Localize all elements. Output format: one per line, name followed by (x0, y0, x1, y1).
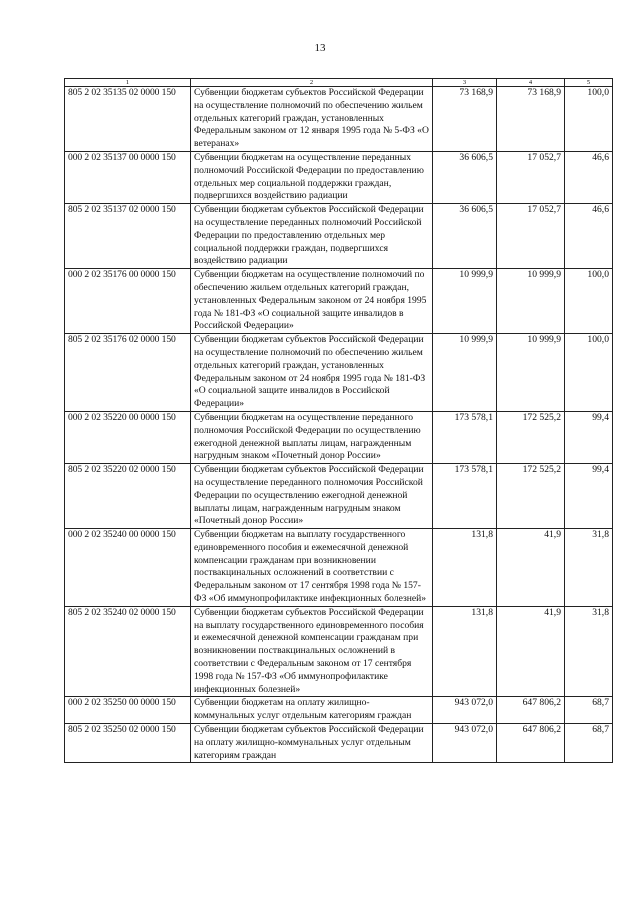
budget-code-cell: 805 2 02 35220 02 0000 150 (65, 464, 191, 529)
planned-amount-cell: 36 606,5 (433, 204, 497, 269)
planned-amount-cell: 131,8 (433, 529, 497, 607)
planned-amount-cell: 131,8 (433, 606, 497, 697)
description-cell: Субвенции бюджетам на осуществление переданного полномочия Российской Федерации по осуществлению ежегодной денежной выплаты лицам, награжденным нагрудным знаком «Почетный донор России» (191, 411, 433, 463)
header-cell: 3 (433, 79, 497, 87)
table-row (65, 204, 613, 269)
budget-code-cell: 805 2 02 35176 02 0000 150 (65, 334, 191, 412)
percent-cell: 100,0 (565, 269, 613, 334)
executed-amount-cell: 10 999,9 (497, 269, 565, 334)
planned-amount-cell: 173 578,1 (433, 411, 497, 463)
table-row (65, 334, 613, 412)
budget-code-cell: 805 2 02 35137 02 0000 150 (65, 204, 191, 269)
executed-amount-cell: 17 052,7 (497, 151, 565, 203)
percent-cell: 100,0 (565, 334, 613, 412)
description-cell: Субвенции бюджетам на осуществление переданных полномочий Российской Федерации по предоставлению отдельных мер социальной поддержки граждан, подвергшихся воздействию радиации (191, 151, 433, 203)
table-row (65, 464, 613, 529)
table-row (65, 411, 613, 463)
description-cell: Субвенции бюджетам субъектов Российской Федерации на осуществление переданных полномочий Российской Федерации по предоставлению отдельных мер социальной поддержки граждан, подвергшихся воздействию радиации (191, 204, 433, 269)
percent-cell: 68,7 (565, 697, 613, 724)
budget-code-cell: 000 2 02 35220 00 0000 150 (65, 411, 191, 463)
description-cell: Субвенции бюджетам субъектов Российской Федерации на оплату жилищно-коммунальных услуг отдельным категориям граждан (191, 724, 433, 763)
table-body (65, 79, 613, 763)
planned-amount-cell: 943 072,0 (433, 724, 497, 763)
header-cell: 1 (65, 79, 191, 87)
executed-amount-cell: 172 525,2 (497, 464, 565, 529)
executed-amount-cell: 10 999,9 (497, 334, 565, 412)
description-cell: Субвенции бюджетам субъектов Российской Федерации на осуществление переданного полномочия Российской Федерации по осуществлению ежегодной денежной выплаты лицам, награжденным нагрудным знаком «Почетный донор России» (191, 464, 433, 529)
executed-amount-cell: 647 806,2 (497, 724, 565, 763)
budget-code-cell: 000 2 02 35137 00 0000 150 (65, 151, 191, 203)
header-cell: 5 (565, 79, 613, 87)
table-row (65, 529, 613, 607)
header-row (65, 79, 613, 87)
description-cell: Субвенции бюджетам на оплату жилищно-коммунальных услуг отдельным категориям граждан (191, 697, 433, 724)
description-cell: Субвенции бюджетам субъектов Российской Федерации на осуществление полномочий по обеспечению жильем отдельных категорий граждан, установленных Федеральным законом от 24 ноября 1995 года № 181-ФЗ «О социальной защите инвалидов в Российской Федерации» (191, 334, 433, 412)
percent-cell: 99,4 (565, 464, 613, 529)
percent-cell: 68,7 (565, 724, 613, 763)
description-cell: Субвенции бюджетам субъектов Российской Федерации на выплату государственного единовременного пособия и ежемесячной денежной компенсации гражданам при возникновении поствакцинальных осложнений в соответствии с Федеральным законом от 17 сентября 1998 года № 157-ФЗ «Об иммунопрофилактике инфекционных болезней» (191, 606, 433, 697)
executed-amount-cell: 17 052,7 (497, 204, 565, 269)
executed-amount-cell: 73 168,9 (497, 87, 565, 152)
planned-amount-cell: 943 072,0 (433, 697, 497, 724)
percent-cell: 46,6 (565, 204, 613, 269)
percent-cell: 31,8 (565, 529, 613, 607)
budget-code-cell: 000 2 02 35240 00 0000 150 (65, 529, 191, 607)
percent-cell: 46,6 (565, 151, 613, 203)
table-row (65, 697, 613, 724)
description-cell: Субвенции бюджетам на выплату государственного единовременного пособия и ежемесячной денежной компенсации гражданам при возникновении поствакцинальных осложнений в соответствии с Федеральным законом от 17 сентября 1998 года № 157-ФЗ «Об иммунопрофилактике инфекционных болезней» (191, 529, 433, 607)
table-row (65, 269, 613, 334)
header-cell: 2 (191, 79, 433, 87)
table-row (65, 87, 613, 152)
planned-amount-cell: 73 168,9 (433, 87, 497, 152)
table-row (65, 724, 613, 763)
planned-amount-cell: 36 606,5 (433, 151, 497, 203)
planned-amount-cell: 173 578,1 (433, 464, 497, 529)
executed-amount-cell: 41,9 (497, 606, 565, 697)
budget-code-cell: 805 2 02 35240 02 0000 150 (65, 606, 191, 697)
description-cell: Субвенции бюджетам субъектов Российской Федерации на осуществление полномочий по обеспечению жильем отдельных категорий граждан, установленных Федеральным законом от 12 января 1995 года № 5-ФЗ «О ветеранах» (191, 87, 433, 152)
executed-amount-cell: 172 525,2 (497, 411, 565, 463)
percent-cell: 100,0 (565, 87, 613, 152)
planned-amount-cell: 10 999,9 (433, 334, 497, 412)
table-row (65, 606, 613, 697)
description-cell: Субвенции бюджетам на осуществление полномочий по обеспечению жильем отдельных категорий граждан, установленных Федеральным законом от 24 ноября 1995 года № 181-ФЗ «О социальной защите инвалидов в Российской Федерации» (191, 269, 433, 334)
executed-amount-cell: 41,9 (497, 529, 565, 607)
percent-cell: 31,8 (565, 606, 613, 697)
planned-amount-cell: 10 999,9 (433, 269, 497, 334)
page-number: 13 (314, 42, 326, 54)
header-cell: 4 (497, 79, 565, 87)
budget-code-cell: 000 2 02 35176 00 0000 150 (65, 269, 191, 334)
budget-code-cell: 805 2 02 35250 02 0000 150 (65, 724, 191, 763)
executed-amount-cell: 647 806,2 (497, 697, 565, 724)
budget-code-cell: 805 2 02 35135 02 0000 150 (65, 87, 191, 152)
budget-table (64, 78, 613, 763)
table-row (65, 151, 613, 203)
budget-code-cell: 000 2 02 35250 00 0000 150 (65, 697, 191, 724)
percent-cell: 99,4 (565, 411, 613, 463)
